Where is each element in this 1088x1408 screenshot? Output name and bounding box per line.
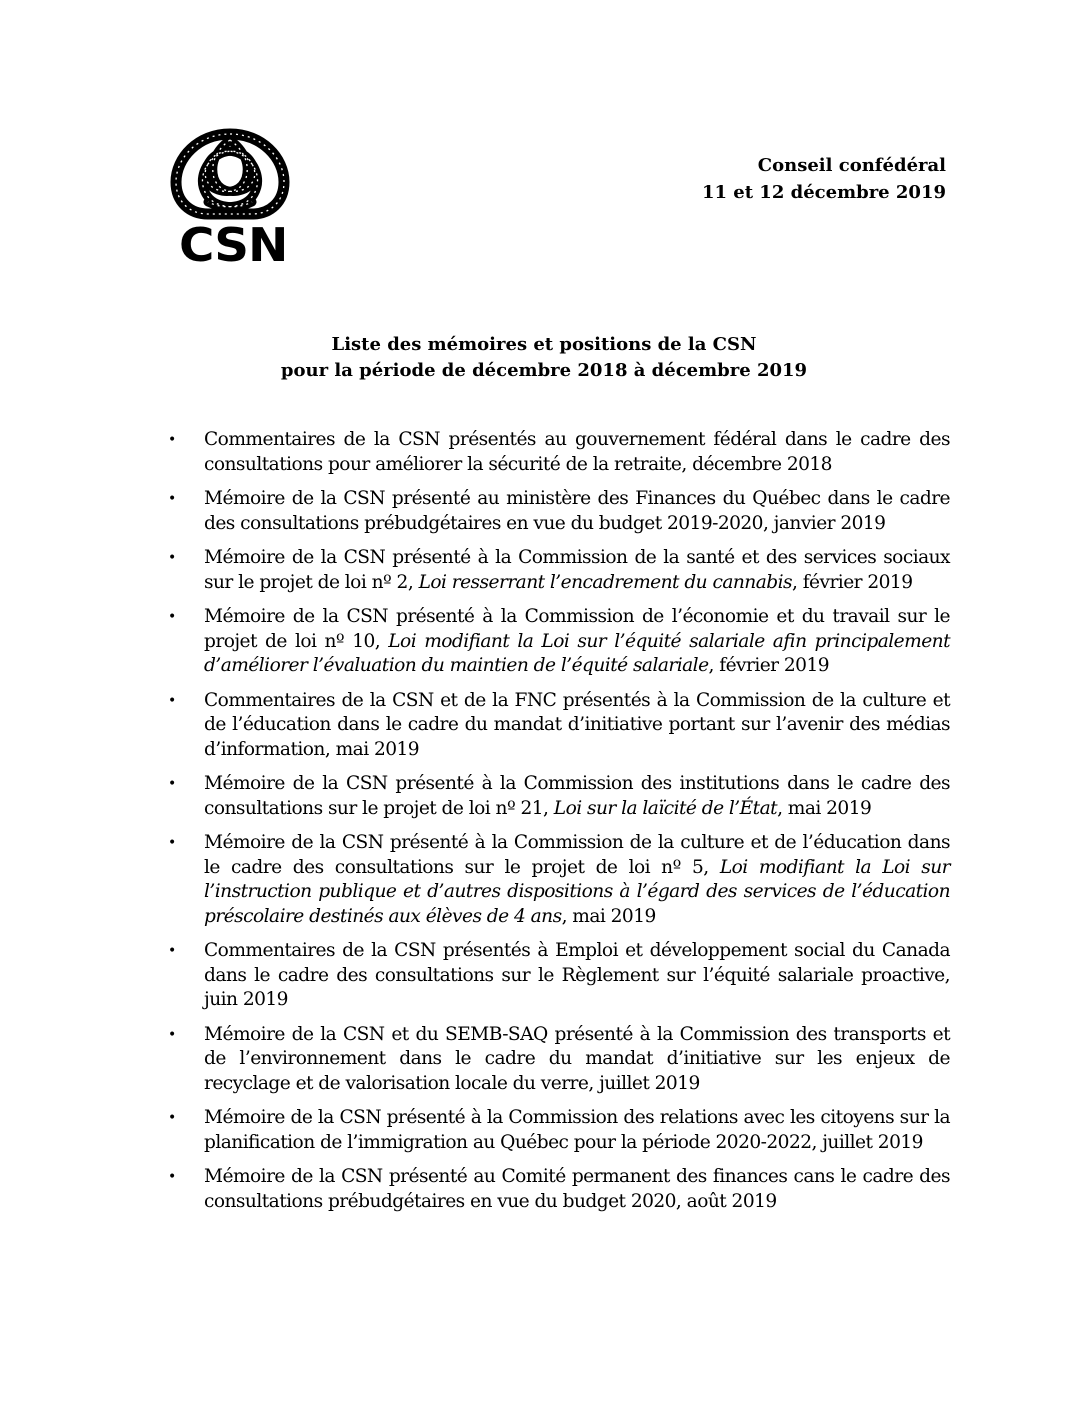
list-item — [160, 1165, 950, 1214]
item-text: Commentaires de la CSN présentés au gouvernement fédéral dans le cadre des consultations pour améliorer la sécurité de la retraite, décembre 2018 — [204, 429, 950, 475]
memoires-list — [160, 428, 950, 1224]
meeting-header — [702, 152, 946, 206]
item-date: , février 2019 — [792, 571, 913, 593]
bullet-icon: • — [168, 432, 176, 448]
bullet-icon: • — [168, 943, 176, 959]
bill-title: Loi modifiant la Loi sur l’instruction publique et d’autres dispositions à l’égard des services de l’éducation préscolaire destinés aux élèves de 4 ans — [204, 856, 950, 927]
bullet-icon: • — [168, 1169, 176, 1185]
list-item — [160, 1106, 950, 1155]
item-date: , mai 2019 — [561, 905, 656, 927]
list-item — [160, 939, 950, 1013]
item-text: Commentaires de la CSN et de la FNC présentés à la Commission de la culture et de l’éducation dans le cadre du mandat d’initiative portant sur l’avenir des médias d’information, mai 2019 — [204, 689, 950, 760]
list-item — [160, 546, 950, 595]
bullet-icon: • — [168, 491, 176, 507]
item-date: , février 2019 — [708, 655, 829, 676]
bullet-icon: • — [168, 550, 176, 566]
meeting-name: Conseil confédéral — [757, 155, 946, 176]
bullet-icon: • — [168, 692, 176, 709]
csn-logo — [166, 128, 294, 270]
item-text: Mémoire de la CSN présenté à la Commission des relations avec les citoyens sur la planification de l’immigration au Québec pour la période 2020-2022, juillet 2019 — [204, 1107, 950, 1153]
list-item — [160, 1023, 950, 1097]
list-item — [160, 428, 950, 477]
list-item — [160, 689, 950, 763]
list-item — [160, 487, 950, 536]
bill-title: Loi resserrant l’encadrement du cannabis — [418, 571, 792, 593]
bill-title: Loi sur la laïcité de l’État — [553, 797, 778, 819]
document-title — [0, 332, 1088, 384]
item-text: Mémoire de la CSN présenté à la Commission de la culture et de l’éducation dans le cadre des consultations sur le projet de loi nº 5, — [204, 832, 950, 878]
bullet-icon: • — [168, 1110, 176, 1126]
item-text: Mémoire de la CSN présenté à la Commission de l’économie et du travail sur le projet de loi nº 10, — [204, 606, 950, 652]
item-text: Mémoire de la CSN présenté à la Commission des institutions dans le cadre des consultations sur le projet de loi nº 21, — [204, 773, 950, 819]
logo-text: CSN — [178, 218, 288, 272]
list-item — [160, 772, 950, 821]
title-line-2: pour la période de décembre 2018 à décembre 2019 — [280, 360, 808, 381]
item-text: Mémoire de la CSN et du SEMB-SAQ présenté à la Commission des transports et de l’environnement dans le cadre du mandat d’initiative sur les enjeux de recyclage et de valorisation locale du verre, juillet 2019 — [204, 1023, 950, 1094]
knot-icon — [166, 128, 294, 220]
bullet-icon: • — [168, 1026, 176, 1043]
list-item — [160, 831, 950, 929]
item-date: , mai 2019 — [777, 797, 872, 819]
title-line-1: Liste des mémoires et positions de la CSN — [331, 334, 757, 355]
item-text: Mémoire de la CSN présenté au ministère des Finances du Québec dans le cadre des consultations prébudgétaires en vue du budget 2019-2020, janvier 2019 — [204, 488, 950, 534]
item-text: Commentaires de la CSN présentés à Emploi et développement social du Canada dans le cadre des consultations sur le Règlement sur l’équité salariale proactive, juin 2019 — [204, 940, 950, 1010]
bullet-icon: • — [168, 835, 176, 851]
item-text: Mémoire de la CSN présenté à la Commission de la santé et des services sociaux sur le projet de loi nº 2, — [204, 547, 950, 593]
item-text: Mémoire de la CSN présenté au Comité permanent des finances cans le cadre des consultations prébudgétaires en vue du budget 2020, août 2019 — [204, 1166, 950, 1212]
meeting-dates: 11 et 12 décembre 2019 — [701, 182, 946, 203]
bullet-icon: • — [168, 776, 176, 792]
list-item — [160, 605, 950, 679]
bill-title: Loi modifiant la Loi sur l’équité salariale afin principalement d’améliorer l’évaluation du maintien de l’équité salariale — [204, 630, 950, 676]
bullet-icon: • — [168, 609, 176, 625]
